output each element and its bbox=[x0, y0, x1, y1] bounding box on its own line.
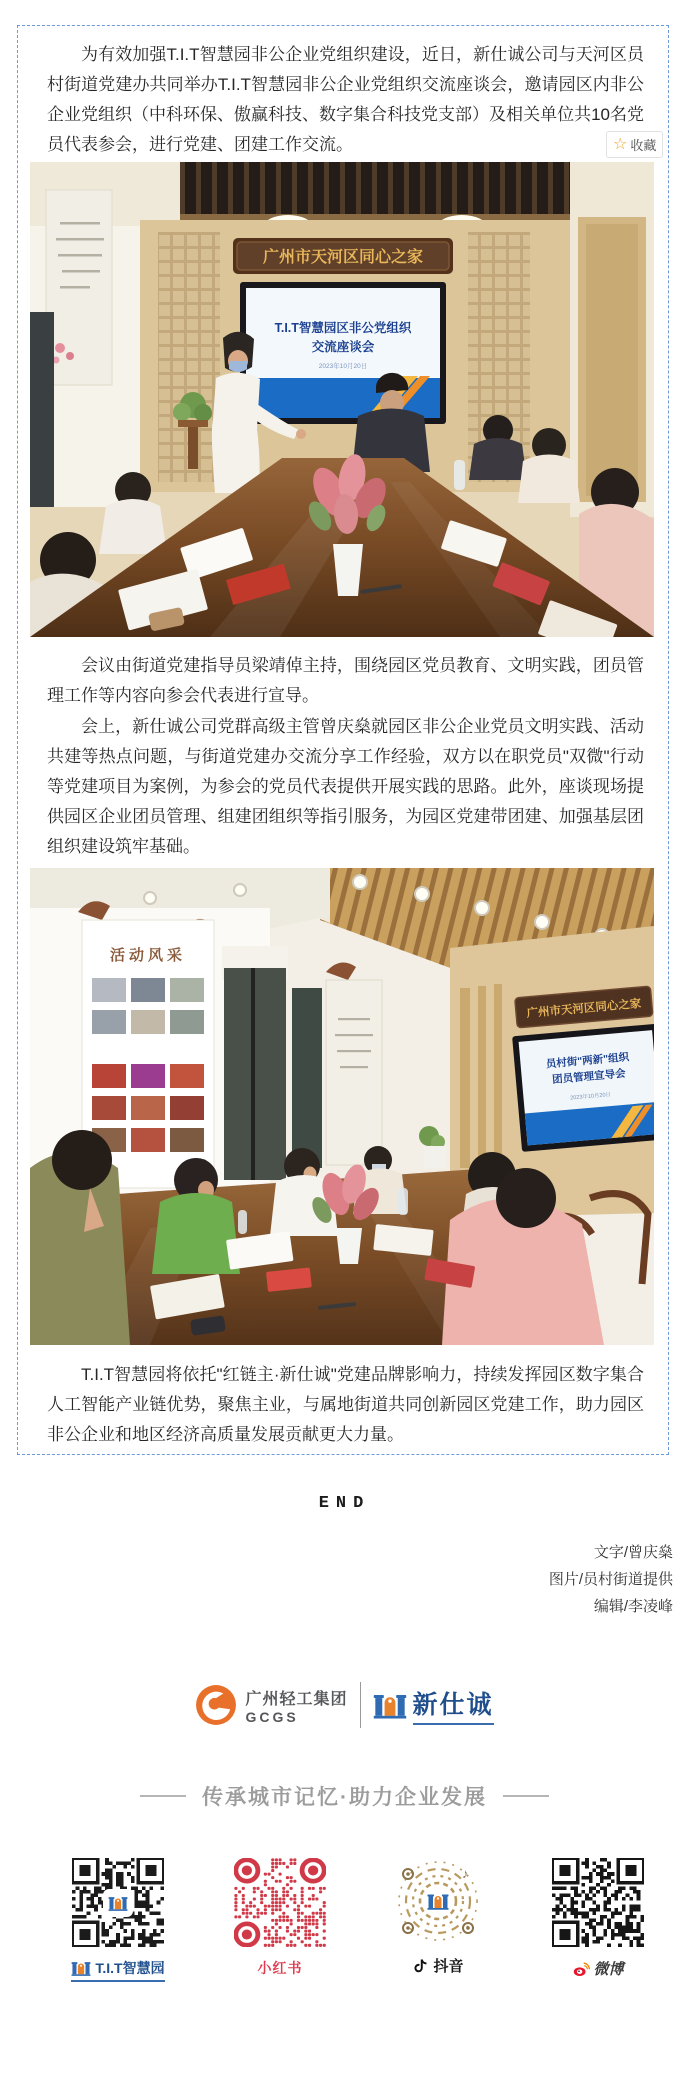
qr-label-tit-park: T.I.T智慧园 bbox=[71, 1958, 164, 1982]
hall-sign-2-text: 广州市天河区同心之家 bbox=[526, 998, 642, 1020]
screen2-date: 2023年10月20日 bbox=[569, 1091, 612, 1102]
screen1-title-line1: T.I.T智慧园区非公党组织 bbox=[274, 321, 412, 335]
gcgs-subtitle: GCGS bbox=[245, 1708, 299, 1725]
qr-label-xiaohongshu: 小红书 bbox=[257, 1960, 303, 1976]
tagline-text: 传承城市记忆·助力企业发展 bbox=[202, 1786, 487, 1809]
credit-photos-by: 图片/员村街道提供 bbox=[548, 1571, 673, 1588]
xinshicheng-title: 新仕诚 bbox=[413, 1685, 494, 1725]
brand-logos-row bbox=[0, 1682, 689, 1728]
douyin-note-icon bbox=[412, 1957, 429, 1974]
tit-building-icon bbox=[373, 1689, 407, 1721]
meeting-photo-2[interactable] bbox=[30, 868, 654, 1345]
qr-codes-row bbox=[0, 1858, 689, 1998]
qr-xiaohongshu[interactable] bbox=[226, 1858, 334, 1978]
tagline-right-line bbox=[503, 1795, 549, 1797]
qr-tit-park[interactable] bbox=[62, 1858, 174, 1982]
paragraph-host: 会议由街道党建指导员梁靖倬主持，围绕园区党员教育、文明实践，团员管理工作等内容向参会代表进行宣导。 bbox=[47, 656, 644, 705]
hall-sign bbox=[233, 238, 453, 274]
hall-sign-text: 广州市天河区同心之家 bbox=[262, 249, 424, 266]
favorite-button[interactable] bbox=[606, 131, 663, 158]
favorite-label: 收藏 bbox=[630, 138, 657, 153]
xinshicheng-logo bbox=[373, 1685, 494, 1725]
screen1-date: 2023年10月20日 bbox=[318, 363, 368, 370]
screen2-title-line1: 员村街"两新"组织 bbox=[545, 1051, 630, 1071]
credits-block bbox=[549, 1539, 673, 1620]
qr-weibo[interactable] bbox=[544, 1858, 652, 1979]
end-marker: END bbox=[318, 1494, 371, 1513]
weibo-icon bbox=[572, 1960, 589, 1977]
qr-weibo-image[interactable] bbox=[552, 1858, 644, 1947]
qr-xiaohongshu-image[interactable] bbox=[234, 1858, 326, 1947]
footer-tagline bbox=[0, 1781, 689, 1811]
meeting-photo-1[interactable] bbox=[30, 162, 654, 637]
gcgs-title: 广州轻工集团 bbox=[245, 1690, 348, 1708]
qr-douyin-image[interactable] bbox=[396, 1858, 480, 1944]
meeting-photo-1-scene bbox=[30, 162, 654, 637]
presentation-screen-1 bbox=[240, 282, 446, 424]
tagline-left-line bbox=[140, 1795, 186, 1797]
paragraph-exchange: 会上，新仕诚公司党群高级主管曾庆燊就园区非公企业党员文明实践、活动共建等热点问题，与街道党建办交流分享工作经验，双方以在职党员"双微"行动等党建项目为案例，为参会的党员代表提供开展实践的思路。此外，座谈现场提供园区企业团员管理、组建团组织等指引服务，为园区党建带团建、加强基层团组织建设筑牢基础。 bbox=[47, 717, 644, 856]
presentation-screen-2 bbox=[509, 986, 654, 1152]
meeting-photo-2-scene bbox=[30, 868, 654, 1345]
qr-center-tit-logo bbox=[105, 1891, 131, 1915]
tit-building-icon bbox=[71, 1959, 91, 1977]
qr-label-douyin: 抖音 bbox=[412, 1955, 463, 1976]
paragraph-intro: 为有效加强T.I.T智慧园非公企业党组织建设，近日，新仕诚公司与天河区员村街道党建办共同举办T.I.T智慧园非公企业党组织交流座谈会，邀请园区内非公企业党组织（中科环保、傲赢科技、数字集合科技党支部）及相关单位共10名党员代表参会，进行党建、团建工作交流。 bbox=[47, 45, 644, 154]
music-note-glyph: ♪ bbox=[462, 1866, 469, 1881]
qr-label-weibo: 微博 bbox=[572, 1958, 623, 1979]
qr-center-tit-logo bbox=[425, 1889, 451, 1913]
gcgs-logo bbox=[195, 1684, 347, 1726]
screen1-title-line2: 交流座谈会 bbox=[311, 340, 375, 354]
screen2-title-line2: 团员管理宣导会 bbox=[551, 1067, 627, 1087]
paragraph-outlook: T.I.T智慧园将依托"红链主·新仕诚"党建品牌影响力，持续发挥园区数字集合人工智能产业链优势，聚焦主业，与属地街道共同创新园区党建工作，助力园区非公企业和地区经济高质量发展贡献更大力量。 bbox=[47, 1365, 644, 1444]
logo-divider bbox=[360, 1682, 361, 1728]
credit-text-by: 文字/曾庆燊 bbox=[593, 1544, 673, 1561]
gcgs-circle-icon bbox=[195, 1684, 237, 1726]
credit-editor: 编辑/李凌峰 bbox=[593, 1598, 673, 1615]
qr-tit-park-image[interactable] bbox=[72, 1858, 164, 1947]
photo-wall-title: 活动风采 bbox=[109, 947, 187, 964]
qr-douyin[interactable] bbox=[386, 1858, 490, 1976]
star-icon: ☆ bbox=[613, 135, 628, 153]
